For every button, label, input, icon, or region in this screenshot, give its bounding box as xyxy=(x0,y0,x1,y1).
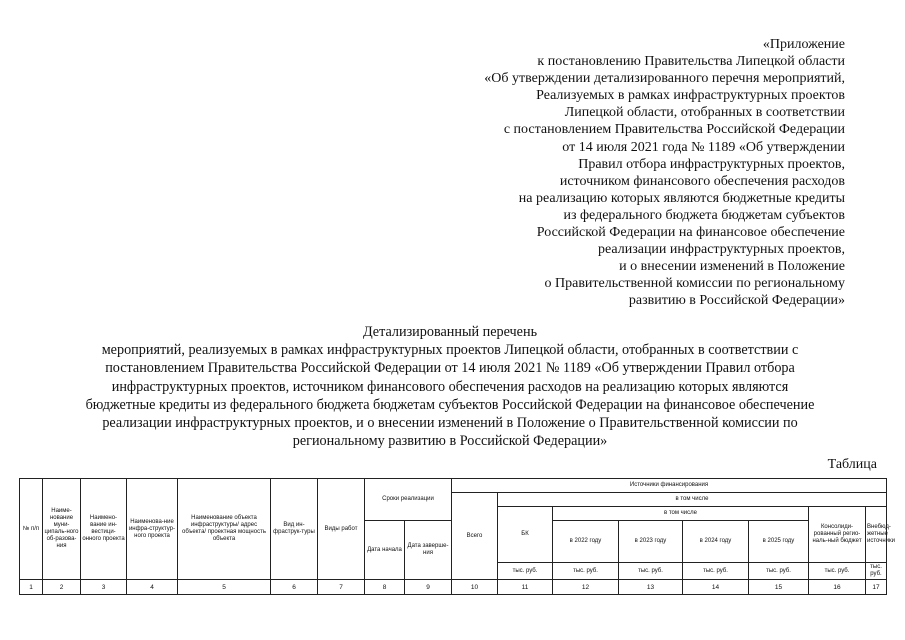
appendix-line: «Приложение xyxy=(762,37,845,52)
unit-cell: тыс. руб. xyxy=(809,563,866,580)
unit-cell: тыс. руб. xyxy=(553,563,619,580)
appendix-line: Российской Федерации на финансовое обеспечение xyxy=(536,225,845,241)
header-offbudget: Внебюд-жетные источники xyxy=(866,507,887,563)
header-total: Всего xyxy=(452,493,498,580)
header-consolidated: Консолиди-рованный регио-наль-ный бюджет xyxy=(809,507,866,563)
header-including: в том числе xyxy=(498,493,887,507)
appendix-line: Реализуемых в рамках инфраструктурных проектов xyxy=(536,88,845,104)
column-number: 15 xyxy=(749,580,809,595)
appendix-line: источником финансового обеспечения расходов xyxy=(559,173,845,189)
column-number: 16 xyxy=(809,580,866,595)
column-number: 5 xyxy=(178,580,271,595)
header-object-name: Наименование объекта инфраструктуры/ адрес объекта/ проектная мощность объекта xyxy=(178,479,271,580)
title-line: реализации инфраструктурных проектов, и о внесении изменений в Положение о Правительственной комиссии по xyxy=(102,415,798,432)
appendix-line: и о внесении изменений в Положение xyxy=(619,259,845,275)
appendix-line: развитию в Российской Федерации» xyxy=(628,293,845,309)
title-line: инфраструктурных проектов, источником финансового обеспечения расходов на реализацию которых являются xyxy=(111,378,789,395)
column-number: 13 xyxy=(619,580,683,595)
column-number: 4 xyxy=(127,580,178,595)
unit-cell: тыс. руб. xyxy=(498,563,553,580)
title-line: мероприятий, реализуемых в рамках инфраструктурных проектов Липецкой области, отобранных в соответствии с xyxy=(101,342,799,359)
appendix-line: Правил отбора инфраструктурных проектов, xyxy=(578,156,845,172)
header-num: № п/п xyxy=(20,479,43,580)
header-y2022: в 2022 году xyxy=(553,521,619,563)
header-start-date: Дата начала xyxy=(365,521,405,580)
header-y2024: в 2024 году xyxy=(683,521,749,563)
column-number: 9 xyxy=(405,580,452,595)
column-number: 14 xyxy=(683,580,749,595)
header-bk: БК xyxy=(498,507,553,563)
unit-cell: тыс. руб. xyxy=(683,563,749,580)
header-sources: Источники финансирования xyxy=(452,479,887,493)
header-including-years: в том числе xyxy=(553,507,809,521)
appendix-line: к постановлению Правительства Липецкой области xyxy=(537,54,845,70)
header-municipality: Наиме-нование муни-ципаль-ного об-разова-ния xyxy=(43,479,81,580)
appendix-line: «Об утверждении детализированного перечня мероприятий, xyxy=(484,71,845,87)
column-number: 2 xyxy=(43,580,81,595)
unit-cell: тыс. руб. xyxy=(749,563,809,580)
appendix-line: Липецкой области, отобранных в соответствии xyxy=(564,105,845,121)
column-number: 12 xyxy=(553,580,619,595)
appendix-line: о Правительственной комиссии по региональному xyxy=(544,276,845,292)
column-number: 11 xyxy=(498,580,553,595)
appendix-line: от 14 июля 2021 года № 1189 «Об утверждении xyxy=(562,139,845,155)
column-number: 8 xyxy=(365,580,405,595)
header-end-date: Дата заверше-ния xyxy=(405,521,452,580)
column-number: 17 xyxy=(866,580,887,595)
appendix-header xyxy=(425,36,845,310)
unit-cell: тыс. руб. xyxy=(866,563,887,580)
header-y2025: в 2025 году xyxy=(749,521,809,563)
financing-table xyxy=(19,478,896,595)
column-number: 1 xyxy=(20,580,43,595)
column-number: 6 xyxy=(271,580,318,595)
header-infra-project-name: Наименова-ние инфра-структур-ного проекта xyxy=(127,479,178,580)
table-label: Таблица xyxy=(827,457,877,472)
title-line: региональному развитию в Российской Федерации» xyxy=(292,433,608,450)
appendix-line: из федерального бюджета бюджетам субъектов xyxy=(563,207,845,223)
appendix-line: реализации инфраструктурных проектов, xyxy=(598,242,845,258)
header-infra-type: Вид ин-фраструк-туры xyxy=(271,479,318,580)
header-y2023: в 2023 году xyxy=(619,521,683,563)
title-line: бюджетные кредиты из федерального бюджета бюджетам субъектов Российской Федерации на финансовое обеспечение xyxy=(85,396,815,413)
header-deadlines: Сроки реализации xyxy=(365,479,452,521)
unit-cell: тыс. руб. xyxy=(619,563,683,580)
appendix-line: с постановлением Правительства Российской Федерации xyxy=(503,122,845,138)
title-line: постановлением Правительства Российской Федерации от 14 июля 2021 № 1189 «Об утверждении Правил отбора xyxy=(105,360,795,377)
column-number: 3 xyxy=(81,580,127,595)
appendix-line: на реализацию которых являются бюджетные кредиты xyxy=(518,190,845,206)
header-project-name: Наимено-вание ин-вестици-онного проекта xyxy=(81,479,127,580)
title-line: Детализированный перечень xyxy=(362,324,538,340)
column-number: 10 xyxy=(452,580,498,595)
document-title xyxy=(50,323,850,450)
header-works-type: Виды работ xyxy=(318,479,365,580)
column-number: 7 xyxy=(318,580,365,595)
